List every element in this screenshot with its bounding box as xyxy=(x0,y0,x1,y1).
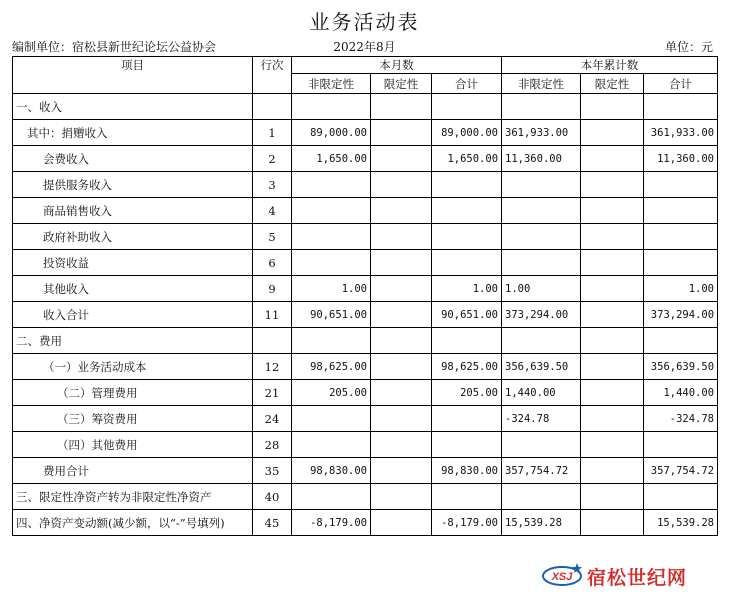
ytd-total xyxy=(644,94,718,120)
month-unrestricted: 205.00 xyxy=(292,380,371,406)
month-unrestricted: 90,651.00 xyxy=(292,302,371,328)
row-item: 一、收入 xyxy=(13,94,253,120)
header-ytd-total: 合计 xyxy=(644,74,718,94)
header-ytd: 本年累计数 xyxy=(502,57,718,74)
ytd-total xyxy=(644,172,718,198)
ytd-total: 1.00 xyxy=(644,276,718,302)
month-unrestricted xyxy=(292,172,371,198)
table-row xyxy=(13,276,718,302)
row-line: 11 xyxy=(253,302,292,328)
ytd-total: 1,440.00 xyxy=(644,380,718,406)
ytd-total: 11,360.00 xyxy=(644,146,718,172)
ytd-total: 15,539.28 xyxy=(644,510,718,536)
ytd-unrestricted xyxy=(502,224,581,250)
table-row xyxy=(13,120,718,146)
row-line: 6 xyxy=(253,250,292,276)
ytd-restricted xyxy=(581,406,644,432)
ytd-total xyxy=(644,484,718,510)
ytd-unrestricted xyxy=(502,328,581,354)
ytd-unrestricted: 361,933.00 xyxy=(502,120,581,146)
report-date: 2022年8月 xyxy=(333,40,396,54)
month-total xyxy=(432,172,502,198)
ytd-total xyxy=(644,224,718,250)
month-restricted xyxy=(371,328,432,354)
month-restricted xyxy=(371,94,432,120)
header-line: 行次 xyxy=(253,57,292,94)
ytd-unrestricted: 1,440.00 xyxy=(502,380,581,406)
ytd-restricted xyxy=(581,432,644,458)
row-item: （二）管理费用 xyxy=(13,380,253,406)
month-unrestricted xyxy=(292,406,371,432)
table-row xyxy=(13,458,718,484)
month-total: 205.00 xyxy=(432,380,502,406)
ytd-restricted xyxy=(581,484,644,510)
month-total xyxy=(432,484,502,510)
ytd-unrestricted: -324.78 xyxy=(502,406,581,432)
table-row xyxy=(13,432,718,458)
ytd-restricted xyxy=(581,146,644,172)
month-restricted xyxy=(371,302,432,328)
month-restricted xyxy=(371,250,432,276)
ytd-restricted xyxy=(581,224,644,250)
month-total: -8,179.00 xyxy=(432,510,502,536)
month-total xyxy=(432,328,502,354)
ytd-restricted xyxy=(581,458,644,484)
ytd-unrestricted xyxy=(502,432,581,458)
ytd-total: 356,639.50 xyxy=(644,354,718,380)
month-restricted xyxy=(371,172,432,198)
month-unrestricted xyxy=(292,328,371,354)
month-total: 98,830.00 xyxy=(432,458,502,484)
month-restricted xyxy=(371,354,432,380)
ytd-unrestricted xyxy=(502,172,581,198)
table-row xyxy=(13,224,718,250)
month-total: 98,625.00 xyxy=(432,354,502,380)
organization-label: 编制单位：宿松县新世纪论坛公益协会 xyxy=(12,40,217,54)
ytd-restricted xyxy=(581,354,644,380)
row-line: 3 xyxy=(253,172,292,198)
month-total xyxy=(432,432,502,458)
svg-text:XSJ: XSJ xyxy=(551,571,573,583)
ytd-total: 361,933.00 xyxy=(644,120,718,146)
month-restricted xyxy=(371,380,432,406)
table-row xyxy=(13,94,718,120)
table-row xyxy=(13,380,718,406)
ytd-unrestricted: 356,639.50 xyxy=(502,354,581,380)
row-line: 1 xyxy=(253,120,292,146)
logo-text: 宿松世纪网 xyxy=(587,567,688,589)
row-line xyxy=(253,328,292,354)
month-unrestricted xyxy=(292,250,371,276)
header-this-month: 本月数 xyxy=(292,57,502,74)
ytd-unrestricted: 15,539.28 xyxy=(502,510,581,536)
month-total xyxy=(432,224,502,250)
ytd-unrestricted: 1.00 xyxy=(502,276,581,302)
month-unrestricted: -8,179.00 xyxy=(292,510,371,536)
table-row xyxy=(13,198,718,224)
currency-unit: 单位：元 xyxy=(664,40,713,54)
ytd-restricted xyxy=(581,172,644,198)
ytd-total xyxy=(644,250,718,276)
header-month-total: 合计 xyxy=(432,74,502,94)
row-item: 投资收益 xyxy=(13,250,253,276)
month-unrestricted xyxy=(292,484,371,510)
month-total: 90,651.00 xyxy=(432,302,502,328)
row-item: 二、费用 xyxy=(13,328,253,354)
month-total xyxy=(432,94,502,120)
row-line: 28 xyxy=(253,432,292,458)
ytd-restricted xyxy=(581,250,644,276)
ytd-restricted xyxy=(581,94,644,120)
row-line: 24 xyxy=(253,406,292,432)
table-row xyxy=(13,302,718,328)
month-unrestricted xyxy=(292,432,371,458)
ytd-restricted xyxy=(581,510,644,536)
header-ytd-restricted: 限定性 xyxy=(581,74,644,94)
table-row xyxy=(13,406,718,432)
ytd-unrestricted: 373,294.00 xyxy=(502,302,581,328)
month-unrestricted: 1.00 xyxy=(292,276,371,302)
ytd-unrestricted: 357,754.72 xyxy=(502,458,581,484)
table-row xyxy=(13,146,718,172)
table-row xyxy=(13,354,718,380)
row-item: 三、限定性净资产转为非限定性净资产 xyxy=(13,484,253,510)
table-row xyxy=(13,510,718,536)
ytd-restricted xyxy=(581,328,644,354)
month-total xyxy=(432,406,502,432)
row-line: 5 xyxy=(253,224,292,250)
row-line: 2 xyxy=(253,146,292,172)
month-restricted xyxy=(371,432,432,458)
row-item: 其他收入 xyxy=(13,276,253,302)
month-unrestricted xyxy=(292,198,371,224)
row-line xyxy=(253,94,292,120)
month-restricted xyxy=(371,120,432,146)
ytd-total xyxy=(644,328,718,354)
month-restricted xyxy=(371,510,432,536)
month-unrestricted: 1,650.00 xyxy=(292,146,371,172)
header-month-restricted: 限定性 xyxy=(371,74,432,94)
row-item: 费用合计 xyxy=(13,458,253,484)
ytd-restricted xyxy=(581,302,644,328)
row-item: 其中：捐赠收入 xyxy=(13,120,253,146)
row-item: 会费收入 xyxy=(13,146,253,172)
month-unrestricted: 98,625.00 xyxy=(292,354,371,380)
table-row xyxy=(13,328,718,354)
month-restricted xyxy=(371,406,432,432)
ytd-restricted xyxy=(581,276,644,302)
ytd-restricted xyxy=(581,120,644,146)
ytd-unrestricted: 11,360.00 xyxy=(502,146,581,172)
month-total: 1,650.00 xyxy=(432,146,502,172)
row-item: 四、净资产变动额(减少额，以“-”号填列) xyxy=(13,510,253,536)
header-item: 项目 xyxy=(13,57,253,94)
ytd-total: 373,294.00 xyxy=(644,302,718,328)
row-line: 12 xyxy=(253,354,292,380)
activity-table xyxy=(12,56,718,536)
row-item: 政府补助收入 xyxy=(13,224,253,250)
row-item: （一）业务活动成本 xyxy=(13,354,253,380)
month-restricted xyxy=(371,146,432,172)
row-line: 21 xyxy=(253,380,292,406)
month-total xyxy=(432,250,502,276)
month-restricted xyxy=(371,458,432,484)
ytd-total xyxy=(644,198,718,224)
month-restricted xyxy=(371,198,432,224)
ytd-restricted xyxy=(581,198,644,224)
ytd-unrestricted xyxy=(502,484,581,510)
row-line: 35 xyxy=(253,458,292,484)
ytd-total: 357,754.72 xyxy=(644,458,718,484)
table-row xyxy=(13,484,718,510)
month-restricted xyxy=(371,484,432,510)
logo-mark-icon xyxy=(541,561,583,589)
header-month-unrestricted: 非限定性 xyxy=(292,74,371,94)
row-line: 4 xyxy=(253,198,292,224)
table-row xyxy=(13,172,718,198)
row-item: 商品销售收入 xyxy=(13,198,253,224)
ytd-unrestricted xyxy=(502,198,581,224)
month-restricted xyxy=(371,276,432,302)
row-line: 45 xyxy=(253,510,292,536)
ytd-restricted xyxy=(581,380,644,406)
month-unrestricted: 98,830.00 xyxy=(292,458,371,484)
month-unrestricted xyxy=(292,224,371,250)
month-total xyxy=(432,198,502,224)
header-ytd-unrestricted: 非限定性 xyxy=(502,74,581,94)
month-total: 1.00 xyxy=(432,276,502,302)
ytd-total: -324.78 xyxy=(644,406,718,432)
month-unrestricted xyxy=(292,94,371,120)
ytd-total xyxy=(644,432,718,458)
table-row xyxy=(13,250,718,276)
row-item: （三）筹资费用 xyxy=(13,406,253,432)
row-item: 提供服务收入 xyxy=(13,172,253,198)
row-line: 9 xyxy=(253,276,292,302)
month-restricted xyxy=(371,224,432,250)
row-line: 40 xyxy=(253,484,292,510)
page-title: 业务活动表 xyxy=(309,10,420,34)
site-logo xyxy=(541,559,721,593)
month-total: 89,000.00 xyxy=(432,120,502,146)
row-item: 收入合计 xyxy=(13,302,253,328)
row-item: （四）其他费用 xyxy=(13,432,253,458)
ytd-unrestricted xyxy=(502,94,581,120)
month-unrestricted: 89,000.00 xyxy=(292,120,371,146)
ytd-unrestricted xyxy=(502,250,581,276)
